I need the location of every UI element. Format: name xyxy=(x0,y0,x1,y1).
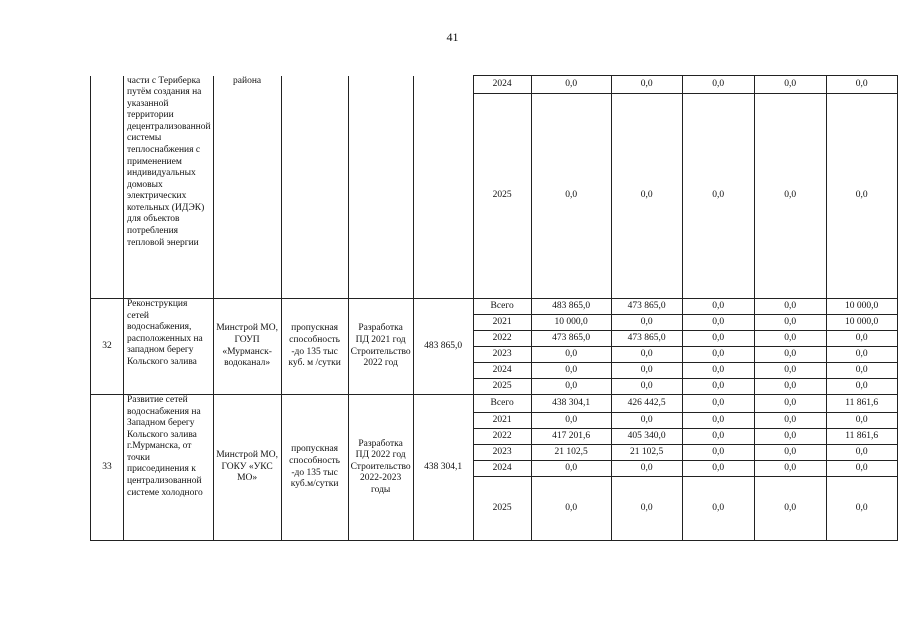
year-cell: 2024 xyxy=(473,461,531,477)
value-cell: 0,0 xyxy=(826,461,897,477)
value-cell: 21 102,5 xyxy=(611,445,682,461)
value-cell: 0,0 xyxy=(754,299,826,315)
stage-cell: Разработка ПД 2021 год Строительство 2022 год xyxy=(348,299,413,395)
value-cell: 10 000,0 xyxy=(826,315,897,331)
year-cell: 2025 xyxy=(473,379,531,395)
value-cell: 0,0 xyxy=(531,461,611,477)
value-cell: 483 865,0 xyxy=(531,299,611,315)
value-cell: 0,0 xyxy=(754,461,826,477)
value-cell: 0,0 xyxy=(826,445,897,461)
year-cell: Всего xyxy=(473,395,531,413)
value-cell: 0,0 xyxy=(611,363,682,379)
value-cell: 426 442,5 xyxy=(611,395,682,413)
value-cell: 0,0 xyxy=(826,94,897,299)
value-cell: 0,0 xyxy=(682,299,754,315)
value-cell: 0,0 xyxy=(754,94,826,299)
value-cell: 0,0 xyxy=(682,315,754,331)
value-cell: 0,0 xyxy=(682,347,754,363)
value-cell: 0,0 xyxy=(531,94,611,299)
value-cell: 11 861,6 xyxy=(826,395,897,413)
value-cell: 0,0 xyxy=(682,395,754,413)
executor-cell: Минстрой МО, ГОУП «Мурманск-водоканал» xyxy=(213,299,281,395)
value-cell: 0,0 xyxy=(611,76,682,94)
value-cell: 0,0 xyxy=(754,347,826,363)
project-name-cell: Реконструкция сетей водоснабжения, расположенных на западном берегу Кольского залива xyxy=(124,299,214,395)
value-cell: 0,0 xyxy=(611,379,682,395)
value-cell: 0,0 xyxy=(611,477,682,541)
value-cell: 0,0 xyxy=(531,477,611,541)
year-cell: 2025 xyxy=(473,477,531,541)
value-cell: 0,0 xyxy=(826,76,897,94)
cost-cell: 438 304,1 xyxy=(413,395,473,541)
value-cell: 0,0 xyxy=(754,363,826,379)
value-cell: 0,0 xyxy=(682,379,754,395)
value-cell: 0,0 xyxy=(531,413,611,429)
value-cell: 0,0 xyxy=(682,363,754,379)
stage-cell xyxy=(348,76,413,299)
value-cell: 21 102,5 xyxy=(531,445,611,461)
year-cell: 2021 xyxy=(473,413,531,429)
value-cell: 473 865,0 xyxy=(531,331,611,347)
page-number: 41 xyxy=(446,30,459,44)
value-cell: 10 000,0 xyxy=(531,315,611,331)
capacity-cell: пропускная способность -до 135 тыс куб.м/сутки xyxy=(281,395,348,541)
value-cell: 10 000,0 xyxy=(826,299,897,315)
value-cell: 0,0 xyxy=(611,94,682,299)
year-cell: 2021 xyxy=(473,315,531,331)
investment-table xyxy=(90,75,898,541)
value-cell: 0,0 xyxy=(826,477,897,541)
value-cell: 0,0 xyxy=(611,461,682,477)
cost-cell: 483 865,0 xyxy=(413,299,473,395)
value-cell: 0,0 xyxy=(682,477,754,541)
executor-cell: района xyxy=(213,76,281,299)
value-cell: 0,0 xyxy=(754,331,826,347)
value-cell: 0,0 xyxy=(682,331,754,347)
stage-cell: Разработка ПД 2022 год Строительство 2022-2023 годы xyxy=(348,395,413,541)
year-cell: 2023 xyxy=(473,445,531,461)
value-cell: 0,0 xyxy=(682,461,754,477)
year-cell: Всего xyxy=(473,299,531,315)
project-name-cell: части с Териберка путём создания на указанной территории децентрализованной системы теплоснабжения с применением индивидуальных домовых электрических котельных (ИДЭК) для объектов потребления тепловой энергии xyxy=(124,76,214,299)
value-cell: 0,0 xyxy=(826,331,897,347)
table-row xyxy=(91,299,898,315)
value-cell: 0,0 xyxy=(826,363,897,379)
value-cell: 0,0 xyxy=(682,445,754,461)
value-cell: 417 201,6 xyxy=(531,429,611,445)
value-cell: 11 861,6 xyxy=(826,429,897,445)
value-cell: 0,0 xyxy=(754,445,826,461)
value-cell: 0,0 xyxy=(531,347,611,363)
year-cell: 2023 xyxy=(473,347,531,363)
row-number-cell: 32 xyxy=(91,299,124,395)
value-cell: 0,0 xyxy=(754,477,826,541)
value-cell: 0,0 xyxy=(531,76,611,94)
project-name-cell: Развитие сетей водоснабжения на Западном берегу Кольского залива г.Мурманска, от точки присоединения к централизованной системе холодного xyxy=(124,395,214,541)
value-cell: 0,0 xyxy=(682,429,754,445)
year-cell: 2024 xyxy=(473,363,531,379)
executor-cell: Минстрой МО, ГОКУ «УКС МО» xyxy=(213,395,281,541)
value-cell: 405 340,0 xyxy=(611,429,682,445)
value-cell: 0,0 xyxy=(826,379,897,395)
value-cell: 0,0 xyxy=(754,315,826,331)
value-cell: 473 865,0 xyxy=(611,299,682,315)
value-cell: 0,0 xyxy=(531,379,611,395)
value-cell: 473 865,0 xyxy=(611,331,682,347)
value-cell: 0,0 xyxy=(682,413,754,429)
year-cell: 2022 xyxy=(473,331,531,347)
value-cell: 0,0 xyxy=(754,395,826,413)
value-cell: 0,0 xyxy=(611,413,682,429)
row-number-cell: 33 xyxy=(91,395,124,541)
value-cell: 0,0 xyxy=(611,347,682,363)
cost-cell xyxy=(413,76,473,299)
value-cell: 0,0 xyxy=(826,347,897,363)
value-cell: 0,0 xyxy=(682,94,754,299)
value-cell: 438 304,1 xyxy=(531,395,611,413)
value-cell: 0,0 xyxy=(826,413,897,429)
value-cell: 0,0 xyxy=(754,429,826,445)
year-cell: 2024 xyxy=(473,76,531,94)
row-number-cell xyxy=(91,76,124,299)
value-cell: 0,0 xyxy=(611,315,682,331)
table-row xyxy=(91,76,898,94)
value-cell: 0,0 xyxy=(531,363,611,379)
value-cell: 0,0 xyxy=(754,413,826,429)
year-cell: 2025 xyxy=(473,94,531,299)
capacity-cell xyxy=(281,76,348,299)
value-cell: 0,0 xyxy=(754,76,826,94)
year-cell: 2022 xyxy=(473,429,531,445)
value-cell: 0,0 xyxy=(682,76,754,94)
table-row xyxy=(91,395,898,413)
capacity-cell: пропускная способность -до 135 тыс куб. м /сутки xyxy=(281,299,348,395)
value-cell: 0,0 xyxy=(754,379,826,395)
